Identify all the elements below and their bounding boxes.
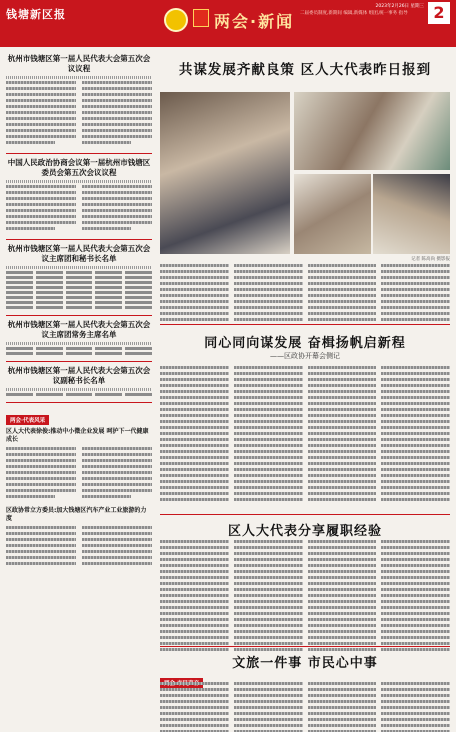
article-deputy-secretaries: [6, 366, 152, 396]
masthead-subtitle: 二届委员制度,新期间 编辑,新媒体 组团,统一事务 指导: [300, 11, 408, 16]
deputies-body: [160, 540, 450, 654]
article-title: 杭州市钱塘区第一届人民代表大会第五次会议副秘书长名单: [7, 366, 151, 385]
left-column: [6, 52, 152, 728]
article-agenda-npc: [6, 54, 152, 147]
photo-registration: [160, 92, 290, 254]
photo-check-in: [373, 174, 450, 254]
culture-headline: 文旅一件事 市民心中事: [232, 656, 378, 671]
section-title: 两会·新闻: [214, 12, 295, 31]
cppcc-body: [160, 366, 450, 504]
column-tag: 两会·代表风采: [6, 415, 49, 425]
issue-date: 2023年2月26日 星期三: [375, 4, 424, 9]
article-title: 杭州市钱塘区第一届人民代表大会第五次会议主席团和秘书长名单: [7, 244, 151, 263]
article-title: 杭州市钱塘区第一届人民代表大会第五次会议议程: [7, 54, 151, 73]
culture-body: [160, 682, 450, 732]
national-emblem-icon: [164, 8, 188, 32]
lead-headline: 共谋发展齐献良策 区人大代表昨日报到: [178, 62, 432, 78]
article-title: 杭州市钱塘区第一届人民代表大会第五次会议主席团常务主席名单: [7, 320, 151, 339]
article-standing-chairs: [6, 320, 152, 355]
cppcc-headline: 同心同向谋发展 奋楫扬帆启新程: [204, 336, 406, 351]
paper-logo: 钱塘新区报: [6, 8, 66, 21]
article-deputy-profile: [6, 407, 152, 501]
article-cppcc-member: [6, 507, 152, 568]
photo-delegate-signing: [294, 174, 371, 254]
main-content: [160, 52, 450, 671]
lead-body: [160, 264, 450, 324]
article-title: 中国人民政治协商会议第一届杭州市钱塘区委员会第五次会议议程: [7, 158, 151, 177]
article-presidium-list: [6, 244, 152, 309]
cppcc-kicker: ——区政协开幕会侧记: [270, 352, 340, 360]
photo-caption: 记者 陈高尚 摄影报: [411, 257, 450, 262]
masthead: [0, 0, 456, 47]
deputies-headline: 区人大代表分享履职经验: [227, 524, 382, 539]
article-agenda-cppcc: [6, 158, 152, 233]
photo-delegates-desk: [294, 92, 450, 170]
page-number: 2: [428, 2, 450, 24]
article-title: 区政协常立方委员:加大钱塘区汽车产业工业旅游的力度: [6, 507, 147, 522]
party-flag-icon: [193, 9, 209, 27]
article-title: 区人大代表徐俊:推动中小微企业发展 呵护下一代健康成长: [6, 428, 149, 443]
